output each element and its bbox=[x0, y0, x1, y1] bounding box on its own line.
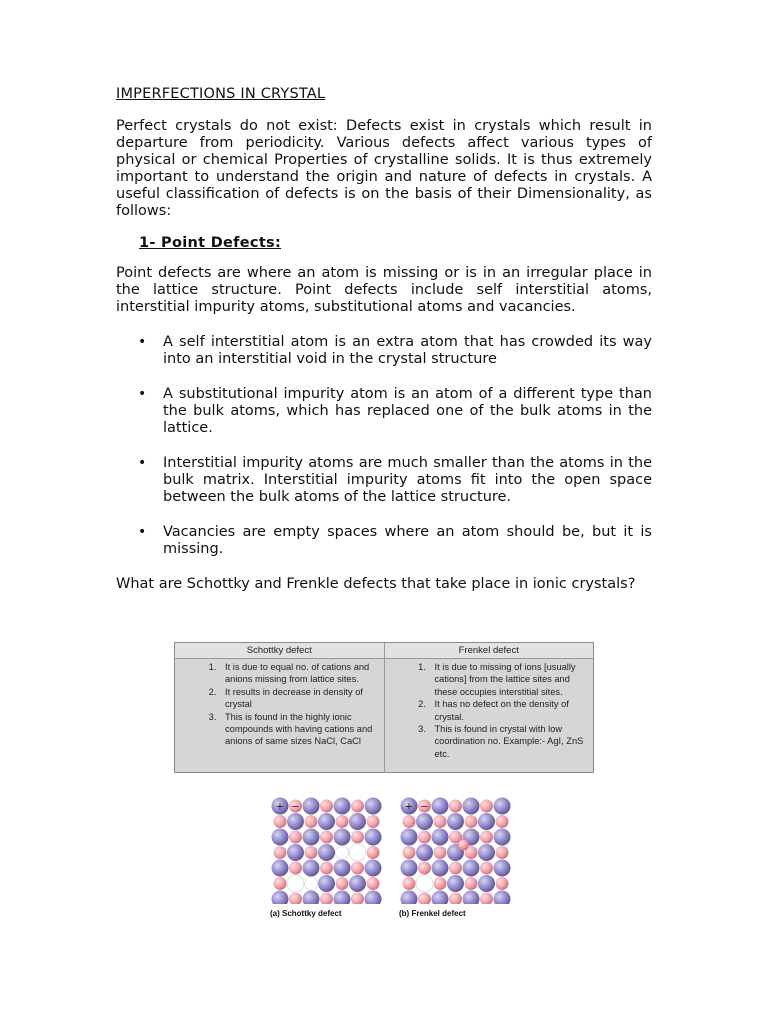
cation-atom bbox=[432, 891, 449, 905]
anion-atom bbox=[496, 846, 509, 859]
frenkel-figure bbox=[399, 796, 511, 918]
anion-atom bbox=[449, 893, 462, 905]
frenkel-caption: (b) Frenkel defect bbox=[399, 909, 466, 918]
question-paragraph: What are Schottky and Frenkle defects that take place in ionic crystals? bbox=[116, 576, 636, 592]
interstitial-ion bbox=[458, 839, 469, 850]
cation-atom bbox=[365, 798, 382, 815]
anion-atom bbox=[480, 862, 493, 875]
plus-sign-icon: + bbox=[404, 801, 414, 813]
anion-atom bbox=[274, 846, 287, 859]
anion-atom bbox=[449, 862, 462, 875]
anion-atom bbox=[351, 800, 364, 813]
anion-atom bbox=[274, 815, 287, 828]
anion-atom bbox=[320, 800, 333, 813]
cation-atom bbox=[303, 798, 320, 815]
anion-atom bbox=[305, 846, 318, 859]
bullet-icon: • bbox=[138, 524, 147, 540]
cation-atom bbox=[334, 860, 351, 877]
anion-atom bbox=[336, 877, 349, 890]
schottky-caption: (a) Schottky defect bbox=[270, 909, 342, 918]
cation-atom bbox=[463, 891, 480, 905]
section-intro-paragraph: Point defects are where an atom is missing or is in an irregular place in the lattice structure. Point defects include self interstitial atoms, interstitial impurity atoms, substitutional atoms and vacancies. bbox=[116, 265, 652, 315]
frenkel-list bbox=[389, 661, 590, 760]
cation-atom bbox=[463, 798, 480, 815]
cation-atom bbox=[494, 891, 511, 905]
cation-atom bbox=[401, 891, 418, 905]
minus-sign-icon: − bbox=[420, 801, 429, 813]
list-item-text: Interstitial impurity atoms are much smaller than the atoms in the bulk matrix. Interstitial impurity atoms fit into the open space between the bulk atoms of the lattice structure. bbox=[163, 455, 652, 505]
cation-atom bbox=[349, 813, 366, 830]
anion-atom bbox=[434, 877, 447, 890]
cation-atom bbox=[272, 891, 289, 905]
bullet-icon: • bbox=[138, 455, 147, 471]
list-item-text: A self interstitial atom is an extra atom that has crowded its way into an interstitial void in the crystal structure bbox=[163, 334, 652, 367]
cation-atom bbox=[416, 844, 433, 861]
anion-atom bbox=[434, 846, 447, 859]
cation-atom bbox=[334, 829, 351, 846]
plus-sign-icon: + bbox=[275, 801, 285, 813]
anion-atom bbox=[480, 893, 493, 905]
anion-atom bbox=[351, 831, 364, 844]
cation-atom bbox=[478, 844, 495, 861]
section-heading bbox=[139, 235, 652, 251]
anion-atom bbox=[336, 815, 349, 828]
cation-atom bbox=[318, 813, 335, 830]
cation-atom bbox=[287, 844, 304, 861]
minus-sign-icon: − bbox=[291, 801, 300, 813]
cation-atom bbox=[478, 875, 495, 892]
anion-atom bbox=[465, 815, 478, 828]
anion-atom bbox=[367, 877, 380, 890]
intro-paragraph: Perfect crystals do not exist: Defects exist in crystals which result in departure from periodicity. Various defects affect various types of physical or chemical Properties of crystalline solids. It is thus extremely important to understand the origin and nature of defects in crystals. A useful classification of defects is on the basis of their Dimensionality, as follows: bbox=[116, 118, 652, 219]
document-page bbox=[116, 86, 652, 593]
anion-atom bbox=[496, 815, 509, 828]
vacancy-site bbox=[416, 875, 433, 892]
anion-atom bbox=[465, 877, 478, 890]
anion-atom bbox=[351, 893, 364, 905]
cation-atom bbox=[416, 813, 433, 830]
cation-atom bbox=[447, 813, 464, 830]
anion-atom bbox=[289, 862, 302, 875]
cation-atom bbox=[287, 813, 304, 830]
anion-atom bbox=[403, 877, 416, 890]
cation-atom bbox=[401, 829, 418, 846]
anion-atom bbox=[403, 815, 416, 828]
defect-bullet-list bbox=[116, 334, 652, 558]
anion-atom bbox=[449, 800, 462, 813]
cation-atom bbox=[303, 891, 320, 905]
anion-atom bbox=[320, 831, 333, 844]
anion-atom bbox=[320, 893, 333, 905]
anion-atom bbox=[418, 862, 431, 875]
vacancy-site bbox=[287, 875, 304, 892]
anion-atom bbox=[418, 893, 431, 905]
cation-atom bbox=[365, 829, 382, 846]
anion-atom bbox=[418, 831, 431, 844]
anion-atom bbox=[403, 846, 416, 859]
cation-atom bbox=[447, 875, 464, 892]
cation-atom bbox=[334, 798, 351, 815]
anion-atom bbox=[434, 815, 447, 828]
cation-atom bbox=[494, 798, 511, 815]
anion-atom bbox=[367, 846, 380, 859]
schottky-item: 1. It is due to equal no. of cations and anions missing from lattice sites. bbox=[219, 661, 380, 686]
frenkel-lattice-diagram bbox=[399, 796, 511, 904]
cation-atom bbox=[494, 829, 511, 846]
comparison-table-header bbox=[175, 643, 593, 659]
vacancy-site bbox=[336, 846, 349, 859]
cation-atom bbox=[303, 860, 320, 877]
anion-atom bbox=[351, 862, 364, 875]
comparison-table bbox=[174, 642, 594, 773]
cation-atom bbox=[478, 813, 495, 830]
anion-atom bbox=[367, 815, 380, 828]
frenkel-item: 2. It has no defect on the density of crystal. bbox=[429, 698, 590, 723]
anion-atom bbox=[320, 862, 333, 875]
bullet-icon: • bbox=[138, 334, 147, 350]
cation-atom bbox=[432, 860, 449, 877]
section-heading-text: 1- Point Defects: bbox=[139, 235, 282, 251]
cation-atom bbox=[318, 875, 335, 892]
cation-atom bbox=[365, 860, 382, 877]
cation-atom bbox=[365, 891, 382, 905]
frenkel-header: Frenkel defect bbox=[458, 645, 519, 656]
list-item bbox=[116, 334, 652, 368]
cation-atom bbox=[494, 860, 511, 877]
cation-atom bbox=[349, 875, 366, 892]
schottky-item: 3. This is found in the highly ionic compounds with having cations and anions of same sizes NaCl, CaCl bbox=[219, 711, 380, 748]
cation-atom bbox=[303, 829, 320, 846]
schottky-item: 2. It results in decrease in density of crystal bbox=[219, 686, 380, 711]
frenkel-item: 1. It is due to missing of ions [usually cations] from the lattice sites and these occupies interstitial sites. bbox=[429, 661, 590, 698]
list-item-text: Vacancies are empty spaces where an atom should be, but it is missing. bbox=[163, 524, 652, 557]
cation-atom bbox=[401, 860, 418, 877]
schottky-header: Schottky defect bbox=[175, 643, 385, 658]
frenkel-item: 3. This is found in crystal with low coordination no. Example:- AgI, ZnS etc. bbox=[429, 723, 590, 760]
vacancy-site bbox=[349, 844, 366, 861]
list-item bbox=[116, 386, 652, 437]
list-item bbox=[116, 455, 652, 506]
vacancy-site bbox=[305, 877, 318, 890]
bullet-icon: • bbox=[138, 386, 147, 402]
anion-atom bbox=[305, 815, 318, 828]
list-item bbox=[116, 524, 652, 558]
cation-atom bbox=[432, 798, 449, 815]
cation-atom bbox=[272, 860, 289, 877]
cation-atom bbox=[432, 829, 449, 846]
frenkel-column bbox=[385, 659, 594, 773]
anion-atom bbox=[480, 831, 493, 844]
cation-atom bbox=[463, 860, 480, 877]
document-title: IMPERFECTIONS IN CRYSTAL bbox=[116, 86, 326, 102]
anion-atom bbox=[289, 893, 302, 905]
anion-atom bbox=[480, 800, 493, 813]
schottky-column bbox=[175, 659, 385, 773]
schottky-list bbox=[179, 661, 380, 748]
anion-atom bbox=[289, 831, 302, 844]
list-item-text: A substitutional impurity atom is an atom of a different type than the bulk atoms, which has replaced one of the bulk atoms in the lattice. bbox=[163, 386, 652, 436]
anion-atom bbox=[496, 877, 509, 890]
comparison-table-body bbox=[175, 659, 593, 773]
schottky-lattice-diagram bbox=[270, 796, 382, 904]
schottky-figure bbox=[270, 796, 382, 918]
anion-atom bbox=[274, 877, 287, 890]
cation-atom bbox=[272, 829, 289, 846]
cation-atom bbox=[318, 844, 335, 861]
cation-atom bbox=[334, 891, 351, 905]
